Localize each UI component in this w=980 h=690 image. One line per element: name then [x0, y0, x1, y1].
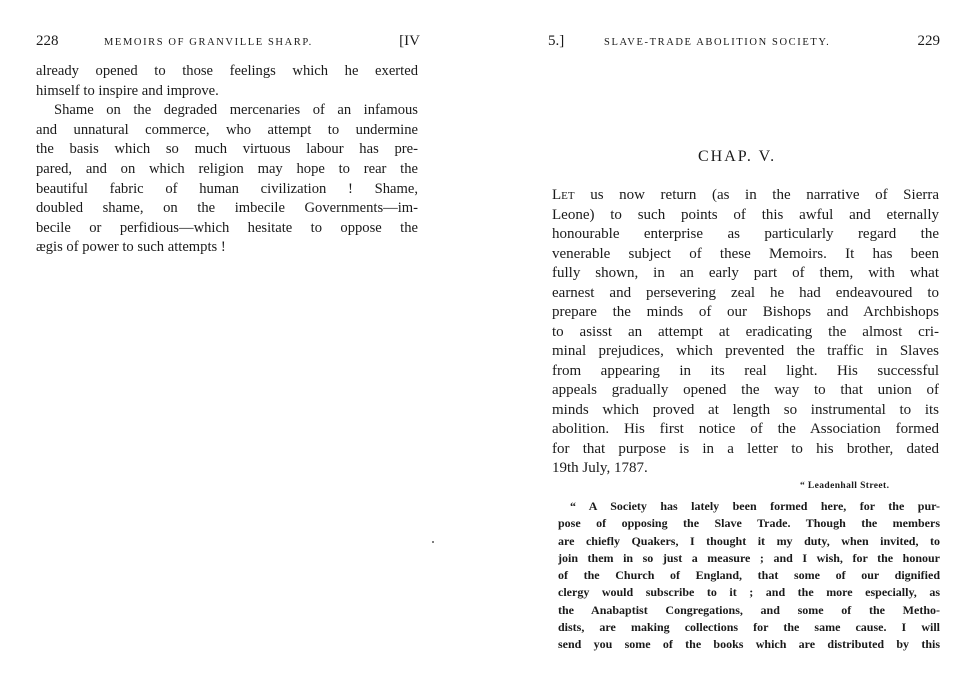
- text-line: from appearing in its real light. His successful: [552, 362, 939, 379]
- quote-line: “ A Society has lately been formed here, for the pur-: [570, 499, 940, 513]
- opening-word: Let: [552, 187, 575, 203]
- text-line: venerable subject of these Memoirs. It has been: [552, 245, 939, 262]
- quote-line: join them in so just a measure ; and I wish, for the honour: [558, 550, 940, 565]
- text-line: ægis of power to such attempts !: [36, 239, 226, 256]
- quote-line: pose of opposing the Slave Trade. Though the members: [558, 516, 940, 531]
- quote-line: the Anabaptist Congregations, and some of the Metho-: [558, 602, 940, 617]
- text-line: beautiful fabric of human civilization ! Shame,: [36, 180, 418, 197]
- text-line: Let us now return (as in the narrative of Sierra: [552, 187, 939, 203]
- running-title-left: MEMOIRS OF GRANVILLE SHARP.: [104, 37, 313, 48]
- text-line: becile or perfidious—which hesitate to oppose the: [36, 219, 418, 236]
- text-line: minal prejudices, which prevented the traffic in Slaves: [552, 343, 939, 359]
- running-header-left: [36, 33, 420, 56]
- left-page-body: [36, 62, 418, 258]
- text-line: prepare the minds of our Bishops and Archbishops: [552, 304, 939, 320]
- text-line: the basis which so much virtuous labour has pre-: [36, 141, 418, 158]
- text-line: already opened to those feelings which he exerted: [36, 63, 418, 79]
- text-line: himself to inspire and improve.: [36, 82, 219, 99]
- right-page-body: [552, 186, 939, 479]
- text-line: abolition. His first notice of the Association formed: [552, 421, 939, 437]
- text-line: and unnatural commerce, who attempt to undermine: [36, 121, 418, 138]
- text-line: pared, and on which religion may hope to rear the: [36, 160, 418, 177]
- ink-speck: [432, 541, 434, 543]
- text-line: to asisst an attempt at eradicating the almost cri-: [552, 323, 939, 340]
- running-title-right: SLAVE-TRADE ABOLITION SOCIETY.: [604, 37, 831, 48]
- page-number-right: 229: [917, 33, 940, 49]
- quote-line: clergy would subscribe to it ; and the more especially, as: [558, 585, 940, 600]
- quote-line: are chiefly Quakers, I thought it my duty, when invited, to: [558, 533, 940, 548]
- text-line: 19th July, 1787.: [552, 460, 648, 476]
- quote-line: of the Church of England, that some of our dignified: [558, 568, 940, 583]
- text-line: for that purpose is in a letter to his brother, dated: [552, 440, 939, 457]
- text-line: Leone) to such points of this awful and eternally: [552, 206, 939, 223]
- running-header-right: [548, 33, 940, 56]
- text-line: minds which proved at length so instrumental to its: [552, 401, 939, 418]
- text-line: appeals gradually opened the way to that union of: [552, 382, 939, 398]
- quote-line: send you some of the books which are distributed by this: [558, 637, 940, 652]
- text-line: doubled shame, on the imbecile Governments—im-: [36, 200, 418, 217]
- page-number-left: 228: [36, 33, 59, 49]
- chapter-mark-right: 5.]: [548, 33, 565, 49]
- chapter-mark-left: [IV: [399, 33, 420, 49]
- right-page: [480, 0, 980, 690]
- letter-quote: [558, 498, 940, 654]
- text-line: Shame on the degraded mercenaries of an infamous: [54, 102, 418, 119]
- text-line: earnest and persevering zeal he had endeavoured to: [552, 284, 939, 301]
- letter-address: “ Leadenhall Street.: [800, 481, 890, 491]
- chapter-title: CHAP. V.: [698, 148, 777, 165]
- text-line: honourable enterprise as particularly regard the: [552, 226, 939, 242]
- left-page: [0, 0, 480, 690]
- quote-line: dists, are making collections for the same cause. I will: [558, 620, 940, 635]
- text-line: fully shown, in an early part of them, with what: [552, 265, 939, 281]
